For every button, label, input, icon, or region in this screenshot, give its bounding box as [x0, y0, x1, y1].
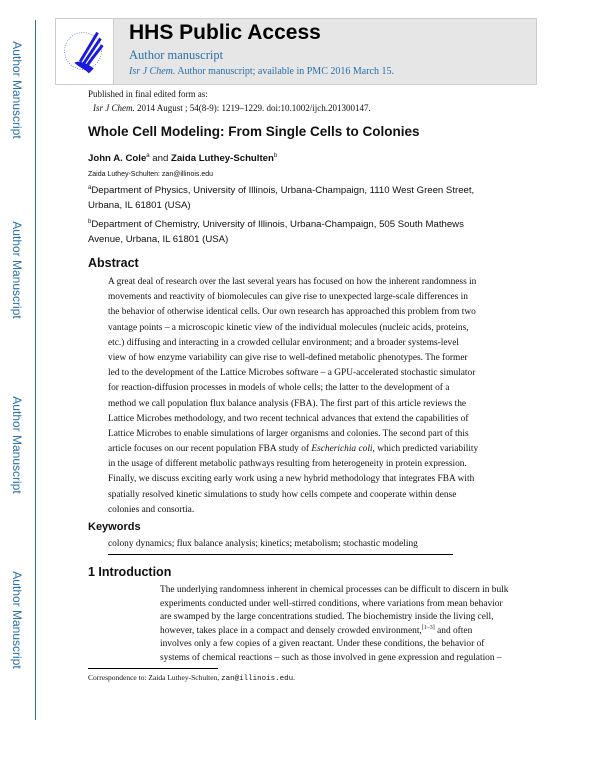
text-line: The underlying randomness inherent in chemical processes can be difficult to discern in bulk — [160, 585, 509, 595]
author-sup: a — [146, 152, 150, 159]
footnote-email-link[interactable]: zan@illinois.edu — [221, 675, 294, 683]
side-label-text: Author Manuscript — [10, 221, 24, 319]
intro-heading: 1 Introduction — [88, 565, 172, 579]
citation-text: 2014 August ; 54(8-9): 1219–1229. doi:10.1002/ijch.201300147. — [134, 103, 371, 113]
journal-name: Isr J Chem. — [129, 66, 176, 77]
text-line: however, takes place in a compact and densely crowded environment,[1–3] and often — [160, 624, 473, 636]
article-title: Whole Cell Modeling: From Single Cells to Colonies — [88, 124, 420, 139]
affil-sup: a — [88, 184, 92, 191]
side-label — [0, 370, 34, 520]
text-line: A great deal of research over the last several years has focused on how the inherent randomness in — [108, 277, 477, 287]
availability-text: Author manuscript; available in PMC 2016 March 15. — [175, 66, 394, 77]
hhs-eagle-logo-icon — [56, 19, 114, 84]
text-line: led to the development of the Lattice Microbes software – a GPU-accelerated stochastic simulator — [108, 368, 476, 379]
contact-email[interactable]: Zaida Luthey-Schulten: zan@illinois.edu — [88, 171, 214, 178]
published-label: Published in final edited form as: — [88, 89, 208, 99]
text-line: vantage points – a microscopic kinetic view of the individual molecules (nucleic acids, proteins, — [108, 322, 469, 333]
affil-line: Avenue, Urbana, IL 61801 (USA) — [88, 234, 229, 245]
text-line: systems of chemical reactions – such as those involved in gene expression and regulation – — [160, 652, 502, 663]
text-line: Finally, we discuss exciting early work using a new hybrid methodology that integrates FBA with — [108, 474, 475, 485]
text-line: Lattice Microbes methodology, and two recent technical advances that extend the capabilities of — [108, 413, 469, 424]
text-line: spatially resolved kinetic simulations to study how cells compete and cooperate within dense — [108, 489, 457, 500]
footnote-end: . — [293, 673, 295, 682]
affiliation-b — [88, 217, 464, 247]
text-line: article focuses on our recent population FBA study of Escherichia coli, which predicted variability — [108, 444, 479, 455]
author-name: John A. Cole — [88, 153, 147, 164]
side-label — [0, 545, 34, 695]
text-line: experiments conducted under well-stirred conditions, where variations from mean behavior — [160, 598, 503, 609]
keywords-text: colony dynamics; flux balance analysis; kinetics; metabolism; stochastic modeling — [108, 539, 418, 549]
published-citation — [93, 103, 371, 114]
footnote-label: Correspondence to: Zaida Luthey-Schulten, — [88, 673, 222, 682]
text-line: involves only a few copies of a given reactant. Under these conditions, the behavior of — [160, 639, 485, 649]
header-subtitle: Author manuscript — [129, 48, 224, 62]
journal-name: Isr J Chem. — [93, 103, 135, 113]
side-label-text: Author Manuscript — [10, 41, 24, 139]
affil-line: Urbana, IL 61801 (USA) — [88, 200, 191, 211]
abstract-body — [108, 275, 478, 518]
footnote — [88, 673, 295, 684]
text-line: for reaction-diffusion processes in models of whole cells; the latter to the development of a — [108, 383, 450, 394]
affiliation-a — [88, 183, 474, 213]
author-sup: b — [273, 152, 278, 159]
side-label-text: Author Manuscript — [10, 396, 24, 494]
affil-line: Department of Chemistry, University of Illinois, Urbana-Champaign, 505 South Mathews — [91, 219, 464, 230]
text-line: the behavior of otherwise identical cells. Our own research has approached this problem from two — [108, 307, 476, 318]
intro-body — [160, 584, 508, 665]
authors — [88, 153, 277, 165]
text-line: are swamped by the large concentrations studied. The biochemistry inside the living cell, — [160, 612, 494, 622]
text-line: view of how enzyme variability can give rise to well-defined metabolic phenotypes. The former — [108, 352, 468, 363]
text-line: Lattice Microbes to enable simulations of larger organisms and colonies. The second part of this — [108, 428, 469, 439]
header-title: HHS Public Access — [129, 21, 321, 44]
affil-line: Department of Physics, University of Illinois, Urbana-Champaign, 1110 West Green Street, — [91, 185, 475, 196]
author-name: Zaida Luthey-Schulten — [170, 153, 274, 164]
text-line: movements and reactivity of biomolecules can give rise to unexpected large-scale differences in — [108, 292, 468, 303]
text-line: in the usage of different metabolic pathways resulting from heterogeneity in protein expression. — [108, 459, 467, 470]
side-label — [0, 15, 34, 165]
abstract-heading: Abstract — [88, 256, 139, 270]
footnote-divider — [88, 668, 218, 669]
keywords-heading: Keywords — [88, 521, 141, 533]
side-label — [0, 195, 34, 345]
text-line: colonies and consortia. — [108, 504, 195, 515]
author-and: and — [149, 153, 171, 164]
text-line: method we call population flux balance analysis (FBA). The first part of this article reviews the — [108, 398, 467, 409]
margin-rule — [35, 20, 36, 720]
header-availability — [129, 66, 394, 78]
affil-sup: b — [88, 218, 92, 225]
text-line: etc.) diffusing and interacting in a crowded cellular environment; and a broader systems-level — [108, 337, 460, 348]
side-label-text: Author Manuscript — [10, 571, 24, 669]
keywords-divider — [108, 554, 453, 555]
hhs-header — [55, 18, 537, 85]
